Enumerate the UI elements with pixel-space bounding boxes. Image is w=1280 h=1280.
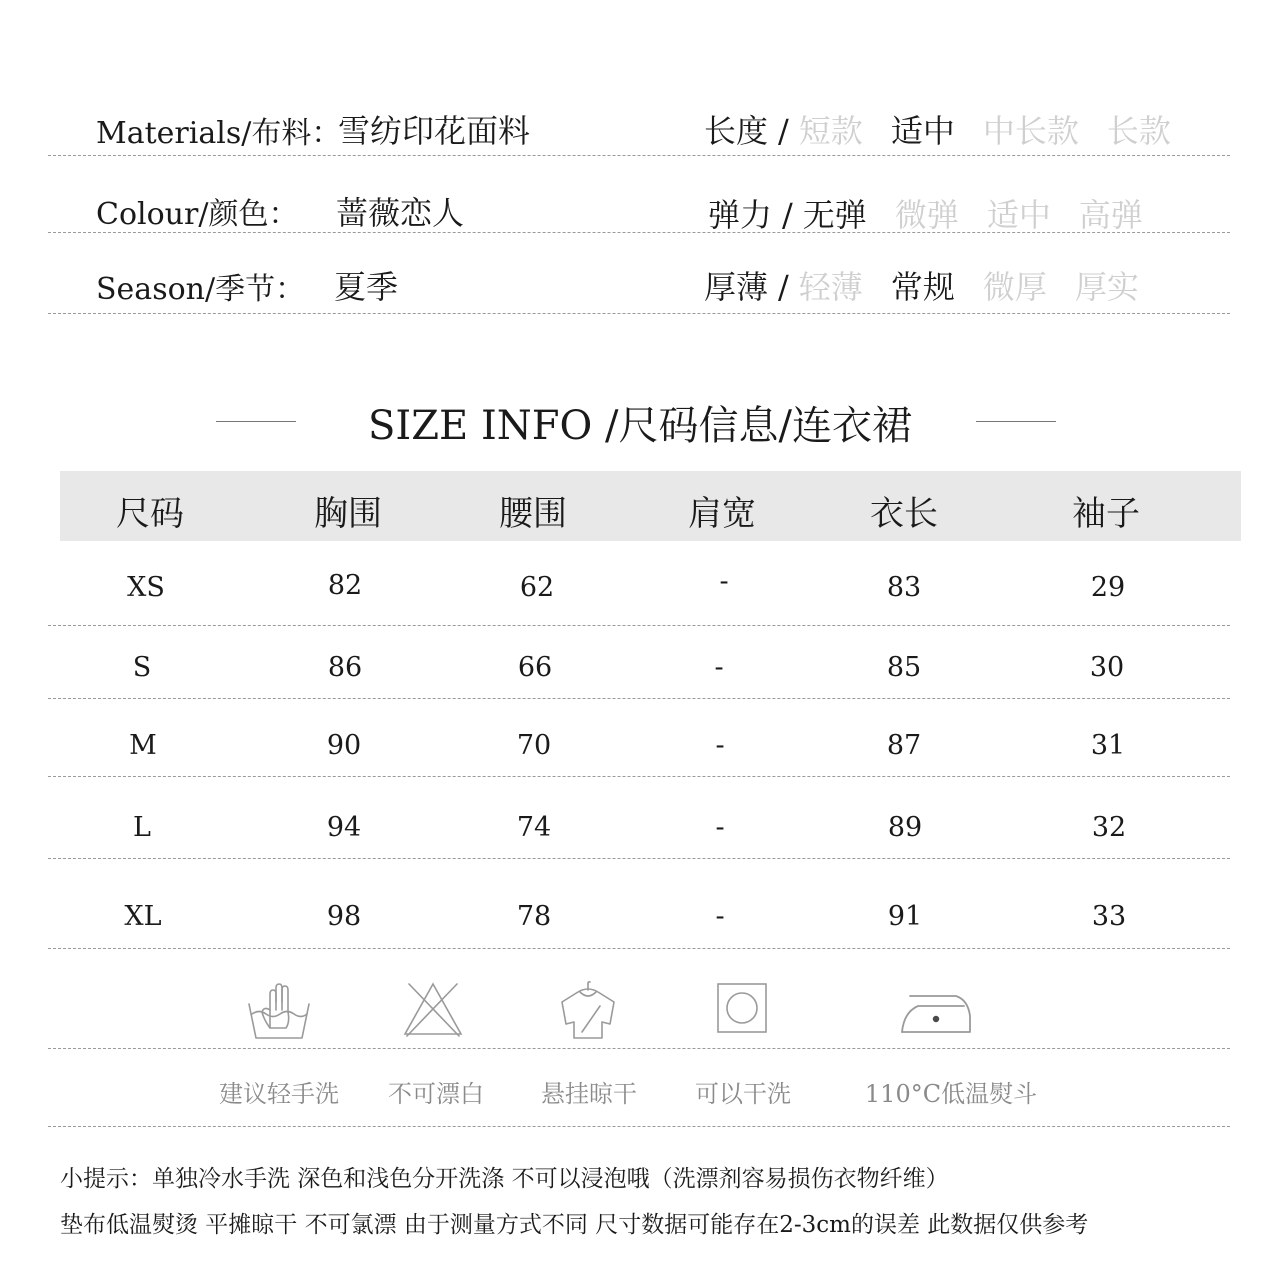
elasticity-option-high: 高弹	[1078, 196, 1143, 234]
table-row-l-size: L	[133, 812, 151, 843]
dry-clean-icon	[714, 980, 770, 1036]
table-row-m-length: 87	[886, 730, 922, 761]
thickness-option-thin: 轻薄	[798, 268, 863, 306]
elasticity-options	[708, 190, 1171, 236]
colour-label: Colour/颜色：	[96, 197, 299, 232]
header-shoulder: 肩宽	[688, 494, 756, 534]
care-label-iron-low: 110°C低温熨斗	[864, 1080, 1038, 1108]
elasticity-option-medium: 适中	[986, 196, 1051, 234]
table-row-xl-size: XL	[124, 901, 162, 932]
table-row-s-length: 85	[886, 652, 922, 683]
thickness-separator: /	[778, 268, 789, 306]
thickness-option-regular: 常规	[890, 268, 955, 306]
table-row-l-waist: 74	[516, 812, 552, 843]
table-row-l-sleeve: 32	[1091, 812, 1127, 843]
table-row-s-chest: 86	[327, 652, 363, 683]
table-row-xs-shoulder: -	[719, 566, 729, 597]
row-divider	[48, 625, 1230, 626]
table-row-xs-chest: 82	[327, 570, 363, 601]
table-row-l-length: 89	[887, 812, 923, 843]
thickness-option-slightly-thick: 微厚	[982, 268, 1047, 306]
header-sleeve: 袖子	[1072, 494, 1140, 534]
thickness-option-thick: 厚实	[1074, 268, 1139, 306]
table-row-s-size: S	[132, 652, 152, 683]
tip-line-1: 小提示：单独冷水手洗 深色和浅色分开洗涤 不可以浸泡哦（洗漂剂容易损伤衣物纤维）	[60, 1166, 949, 1192]
elasticity-separator: /	[782, 196, 793, 234]
divider	[48, 155, 1230, 156]
table-row-m-waist: 70	[516, 730, 552, 761]
table-row-s-sleeve: 30	[1089, 652, 1125, 683]
elasticity-option-none: 无弹	[802, 196, 867, 234]
table-row-xs-length: 83	[886, 572, 922, 603]
elasticity-option-slight: 微弹	[894, 196, 959, 234]
length-option-long: 长款	[1106, 112, 1171, 150]
row-divider	[48, 776, 1230, 777]
table-row-xs-waist: 62	[519, 572, 555, 603]
table-row-s-waist: 66	[517, 652, 553, 683]
header-waist: 腰围	[499, 494, 567, 534]
tip-line-2: 垫布低温熨烫 平摊晾干 不可氯漂 由于测量方式不同 尺寸数据可能存在2-3cm的误差 此数据仅供参考	[60, 1212, 1089, 1238]
divider	[48, 1048, 1230, 1049]
table-row-xl-waist: 78	[516, 901, 552, 932]
row-divider	[48, 858, 1230, 859]
table-row-l-chest: 94	[326, 812, 362, 843]
care-label-dry-clean: 可以干洗	[695, 1080, 791, 1108]
hang-dry-icon	[556, 980, 620, 1042]
length-option-midlong: 中长款	[982, 112, 1079, 150]
no-bleach-icon	[401, 980, 465, 1038]
iron-low-icon	[898, 986, 974, 1038]
table-row-l-shoulder: -	[715, 812, 725, 843]
length-option-medium: 适中	[890, 112, 955, 150]
table-row-xl-sleeve: 33	[1091, 901, 1127, 932]
elasticity-title: 弹力	[708, 196, 773, 234]
care-label-hang-dry: 悬挂晾干	[541, 1080, 637, 1108]
header-size: 尺码	[116, 494, 184, 534]
materials-value: 雪纺印花面料	[338, 112, 531, 150]
table-row-m-sleeve: 31	[1090, 730, 1126, 761]
table-row-m-chest: 90	[326, 730, 362, 761]
size-info-title: SIZE INFO /尺码信息/连衣裙	[368, 403, 912, 449]
divider	[48, 313, 1230, 314]
table-row-xl-length: 91	[887, 901, 923, 932]
care-label-no-bleach: 不可漂白	[388, 1080, 484, 1108]
header-chest: 胸围	[314, 494, 382, 534]
length-title: 长度	[704, 112, 769, 150]
care-label-hand-wash: 建议轻手洗	[219, 1080, 339, 1108]
season-label: Season/季节：	[96, 272, 306, 307]
hand-wash-icon	[246, 980, 312, 1042]
length-option-short: 短款	[798, 112, 863, 150]
thickness-options	[704, 262, 1167, 308]
length-separator: /	[778, 112, 789, 150]
materials-label: Materials/布料：	[96, 116, 342, 151]
table-row-xl-shoulder: -	[715, 901, 725, 932]
row-divider	[48, 698, 1230, 699]
title-rule-right	[976, 421, 1056, 422]
colour-value: 蔷薇恋人	[336, 194, 465, 232]
table-row-xl-chest: 98	[326, 901, 362, 932]
table-row-m-shoulder: -	[715, 730, 725, 761]
row-divider	[48, 948, 1230, 949]
table-row-xs-sleeve: 29	[1090, 572, 1126, 603]
length-options	[704, 106, 1199, 152]
table-row-m-size: M	[129, 730, 157, 761]
table-row-xs-size: XS	[127, 572, 165, 603]
header-length: 衣长	[870, 494, 938, 534]
divider	[48, 232, 1230, 233]
thickness-title: 厚薄	[704, 268, 769, 306]
table-row-s-shoulder: -	[714, 652, 724, 683]
divider	[48, 1126, 1230, 1127]
season-value: 夏季	[334, 268, 399, 306]
